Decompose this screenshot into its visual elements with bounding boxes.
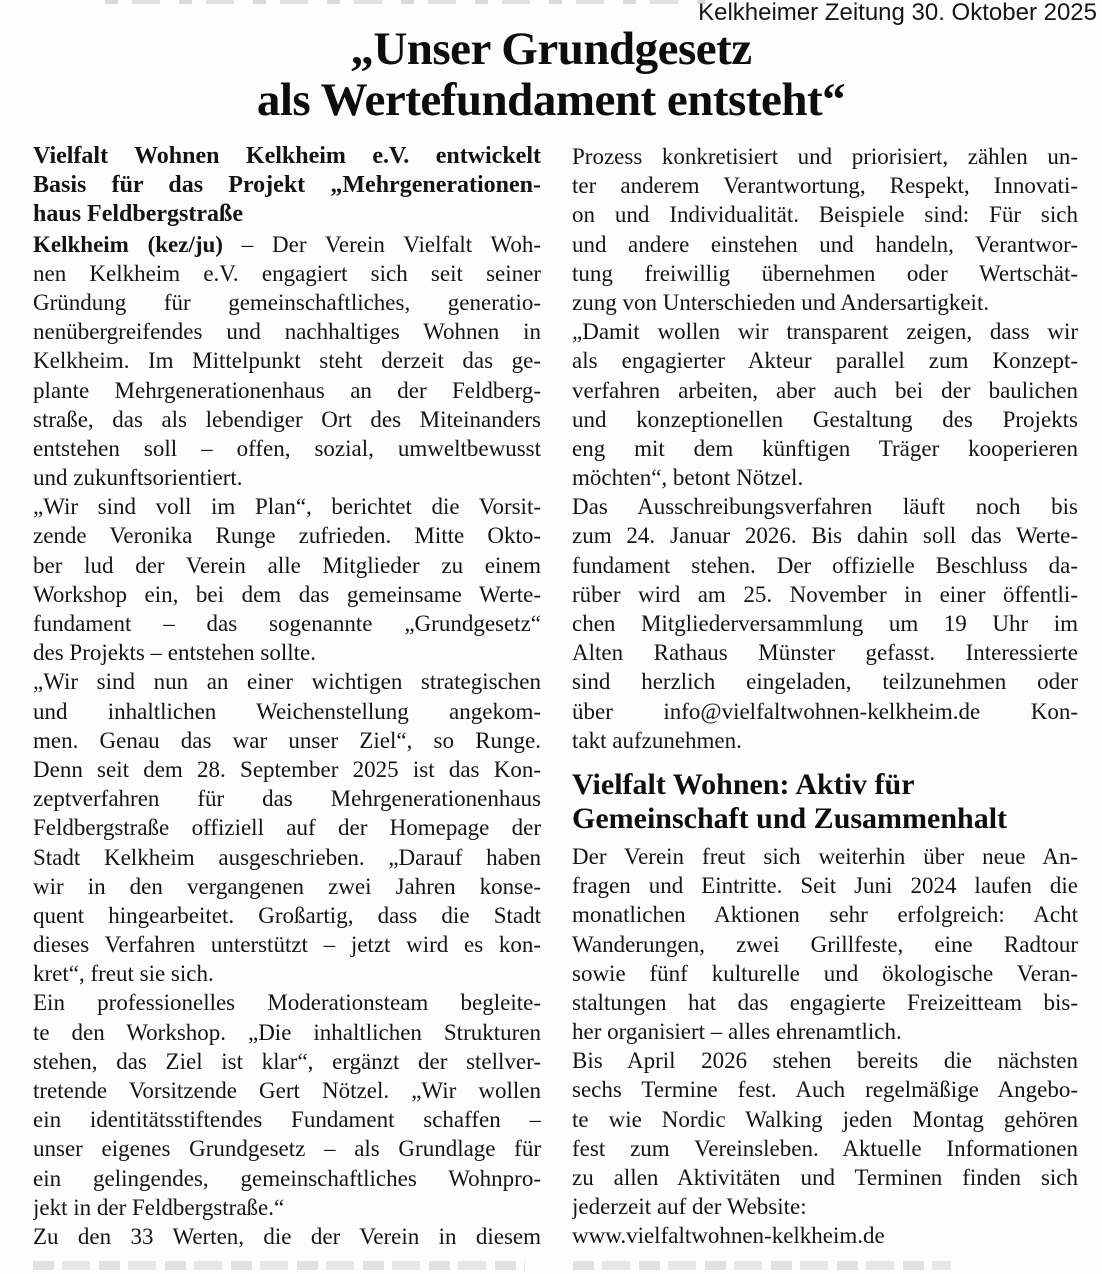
text-line: Wanderungen, zwei Grillfeste, eine Radtour [572,931,1078,957]
text-line: Kelkheim (kez/ju) – Der Verein Vielfalt Woh- [33,231,541,257]
text-line: her organisiert – alles ehrenamtlich. [572,1019,902,1045]
paragraph [572,492,1078,755]
right-column-top [572,142,1078,755]
text-line: „Wir sind voll im Plan“, berichtet die Vorsit- [33,494,541,520]
paragraph [572,1046,1078,1221]
text-line: entstehen soll – offen, sozial, umweltbewusst [33,435,541,461]
text-line: ein identitätsstiftendes Fundament schaffen – [33,1107,541,1133]
text-line: Kelkheim. Im Mittelpunkt steht derzeit das ge- [33,348,541,374]
article-subhead [33,142,541,230]
text-line: Zu den 33 Werten, die der Verein in diesem [33,1223,541,1249]
text-line: jederzeit auf der Website: [572,1194,807,1220]
headline [0,24,1102,126]
text-line: monatlichen Aktionen sehr erfolgreich: Acht [572,902,1078,928]
paragraph [572,842,1078,1046]
masthead: Kelkheimer Zeitung 30. Oktober 2025 [698,0,1097,26]
text-line: fundament – das sogenannte „Grundgesetz“ [33,611,541,636]
text-line: Feldbergstraße offiziell auf der Homepage der [33,815,541,841]
text-line: chen Mitgliederversammlung um 19 Uhr im [572,611,1078,636]
text-line: und inhaltlichen Weichenstellung angekom- [33,698,541,724]
cut-off-text-bottom-left [33,1261,525,1270]
text-line: möchten“, betont Nötzel. [572,465,804,491]
text-line: wir in den vergangenen zwei Jahren konse- [33,873,541,899]
left-column [33,142,541,1251]
text-line: ber lud der Verein alle Mitglieder zu einem [33,552,541,578]
text-line: www.vielfaltwohnen-kelkheim.de [572,1223,885,1249]
text-line: Ein professionelles Moderationsteam begleite- [33,990,541,1016]
text-line: Workshop ein, bei dem das gemeinsame Werte- [33,581,541,607]
text-line: sowie fünf kulturelle und ökologische Veran- [572,960,1078,986]
text-line: Stadt Kelkheim ausgeschrieben. „Darauf haben [33,844,541,870]
text-line: Alten Rathaus Münster gefasst. Interessierte [572,640,1078,666]
dateline-lead: Kelkheim (kez/ju) [33,231,223,257]
text-line: zu allen Aktivitäten und Terminen finden sich [572,1165,1078,1190]
text-line: Bis April 2026 stehen bereits die nächsten [572,1048,1078,1074]
text-line: Gründung für gemeinschaftliches, generatio- [33,289,541,315]
text-line: staltungen hat das engagierte Freizeitteam bis- [572,989,1078,1015]
paragraph [33,230,541,493]
text-line: ter anderem Verantwortung, Respekt, Innovati- [572,173,1078,199]
paragraph [572,142,1078,317]
text-line: straße, das als lebendiger Ort des Miteinanders [33,406,541,432]
text-line: fragen und Eintritte. Seit Juni 2024 laufen die [572,873,1078,899]
text-line: dieses Verfahren unterstützt – jetzt wird es kon- [33,932,541,958]
text-line: zende Veronika Runge zufrieden. Mitte Okto- [33,523,541,549]
text-line: zum 24. Januar 2026. Bis dahin soll das Werte- [572,523,1078,549]
text-line: verfahren arbeiten, aber auch bei der baulichen [572,377,1078,403]
text-line: und konzeptionellen Gestaltung des Projekts [572,406,1078,432]
text-line: jekt in der Feldbergstraße.“ [33,1194,285,1220]
section-subhead-line1: Vielfalt Wohnen: Aktiv für [572,767,915,801]
text-line: nenübergreifendes und nachhaltiges Wohnen in [33,319,541,345]
section-subhead [572,768,1078,836]
section-subhead-line2: Gemeinschaft und Zusammenhalt [572,801,1008,835]
paragraph [33,988,541,1222]
cut-off-text-bottom-right [573,1261,951,1270]
text-line: stehen, das Ziel ist klar“, ergänzt der stellver- [33,1048,541,1074]
text-line: zeptverfahren für das Mehrgenerationenhaus [33,786,541,812]
text-line: Basis für das Projekt „Mehrgenerationen- [33,172,541,199]
text-line: plante Mehrgenerationenhaus an der Feldberg- [33,377,541,403]
text-line: men. Genau das war unser Ziel“, so Runge. [33,727,541,753]
text-line: zung von Unterschieden und Andersartigkeit. [572,289,990,315]
text-line: rüber wird am 25. November in einer öffentli- [572,581,1078,607]
text-line: tretende Vorsitzende Gert Nötzel. „Wir wollen [33,1078,541,1103]
text-line: Denn seit dem 28. September 2025 ist das Kon- [33,756,541,782]
text-line: Prozess konkretisiert und priorisiert, zählen un- [572,144,1078,169]
text-line: unser eigenes Grundgesetz – als Grundlage für [33,1136,541,1162]
text-line: als engagierter Akteur parallel zum Konzept- [572,348,1078,374]
text-line: fest zum Vereinsleben. Aktuelle Informationen [572,1135,1078,1161]
text-line: te wie Nordic Walking jeden Montag gehören [572,1106,1078,1132]
text-line: über info@vielfaltwohnen-kelkheim.de Kon- [572,698,1078,724]
text-line: Vielfalt Wohnen Kelkheim e.V. entwickelt [33,143,541,169]
text-line: und zukunftsorientiert. [33,465,243,491]
paragraph [572,317,1078,492]
cut-off-text-top [105,0,705,4]
text-line: ein gelingendes, gemeinschaftliches Wohnpro- [33,1165,541,1191]
right-column-bottom [572,842,1078,1251]
right-column [572,142,1078,1251]
text-line: quent hingearbeitet. Großartig, dass die Stadt [33,902,541,928]
text-line: te den Workshop. „Die inhaltlichen Strukturen [33,1019,541,1045]
text-line: takt aufzunehmen. [572,727,742,753]
paragraph [572,1221,1078,1250]
headline-line2: als Wertefundament entsteht“ [256,74,846,126]
text-line: kret“, freut sie sich. [33,961,214,987]
text-line: Das Ausschreibungsverfahren läuft noch bis [572,494,1078,520]
text-line: „Wir sind nun an einer wichtigen strategischen [33,669,541,695]
text-line: eng mit dem künftigen Träger kooperieren [572,435,1078,461]
text-line: haus Feldbergstraße [33,201,243,228]
text-line: „Damit wollen wir transparent zeigen, dass wir [572,319,1078,345]
text-line: Der Verein freut sich weiterhin über neue An- [572,843,1078,869]
paragraph [33,667,541,988]
paragraph [33,1222,541,1251]
text-line: nen Kelkheim e.V. engagiert sich seit seiner [33,260,541,286]
paragraph [33,492,541,667]
text-line: und andere einstehen und handeln, Verantwor- [572,231,1078,257]
text-line: on und Individualität. Beispiele sind: Für sich [572,202,1078,228]
headline-line1: „Unser Grundgesetz [350,23,752,75]
text-line: sind herzlich eingeladen, teilzunehmen oder [572,669,1078,695]
text-line: sechs Termine fest. Auch regelmäßige Angebo- [572,1077,1078,1103]
text-line: des Projekts – entstehen sollte. [33,640,316,666]
text-line: fundament stehen. Der offizielle Beschluss da- [572,552,1078,578]
text-line: tung freiwillig übernehmen oder Wertschät- [572,260,1078,286]
